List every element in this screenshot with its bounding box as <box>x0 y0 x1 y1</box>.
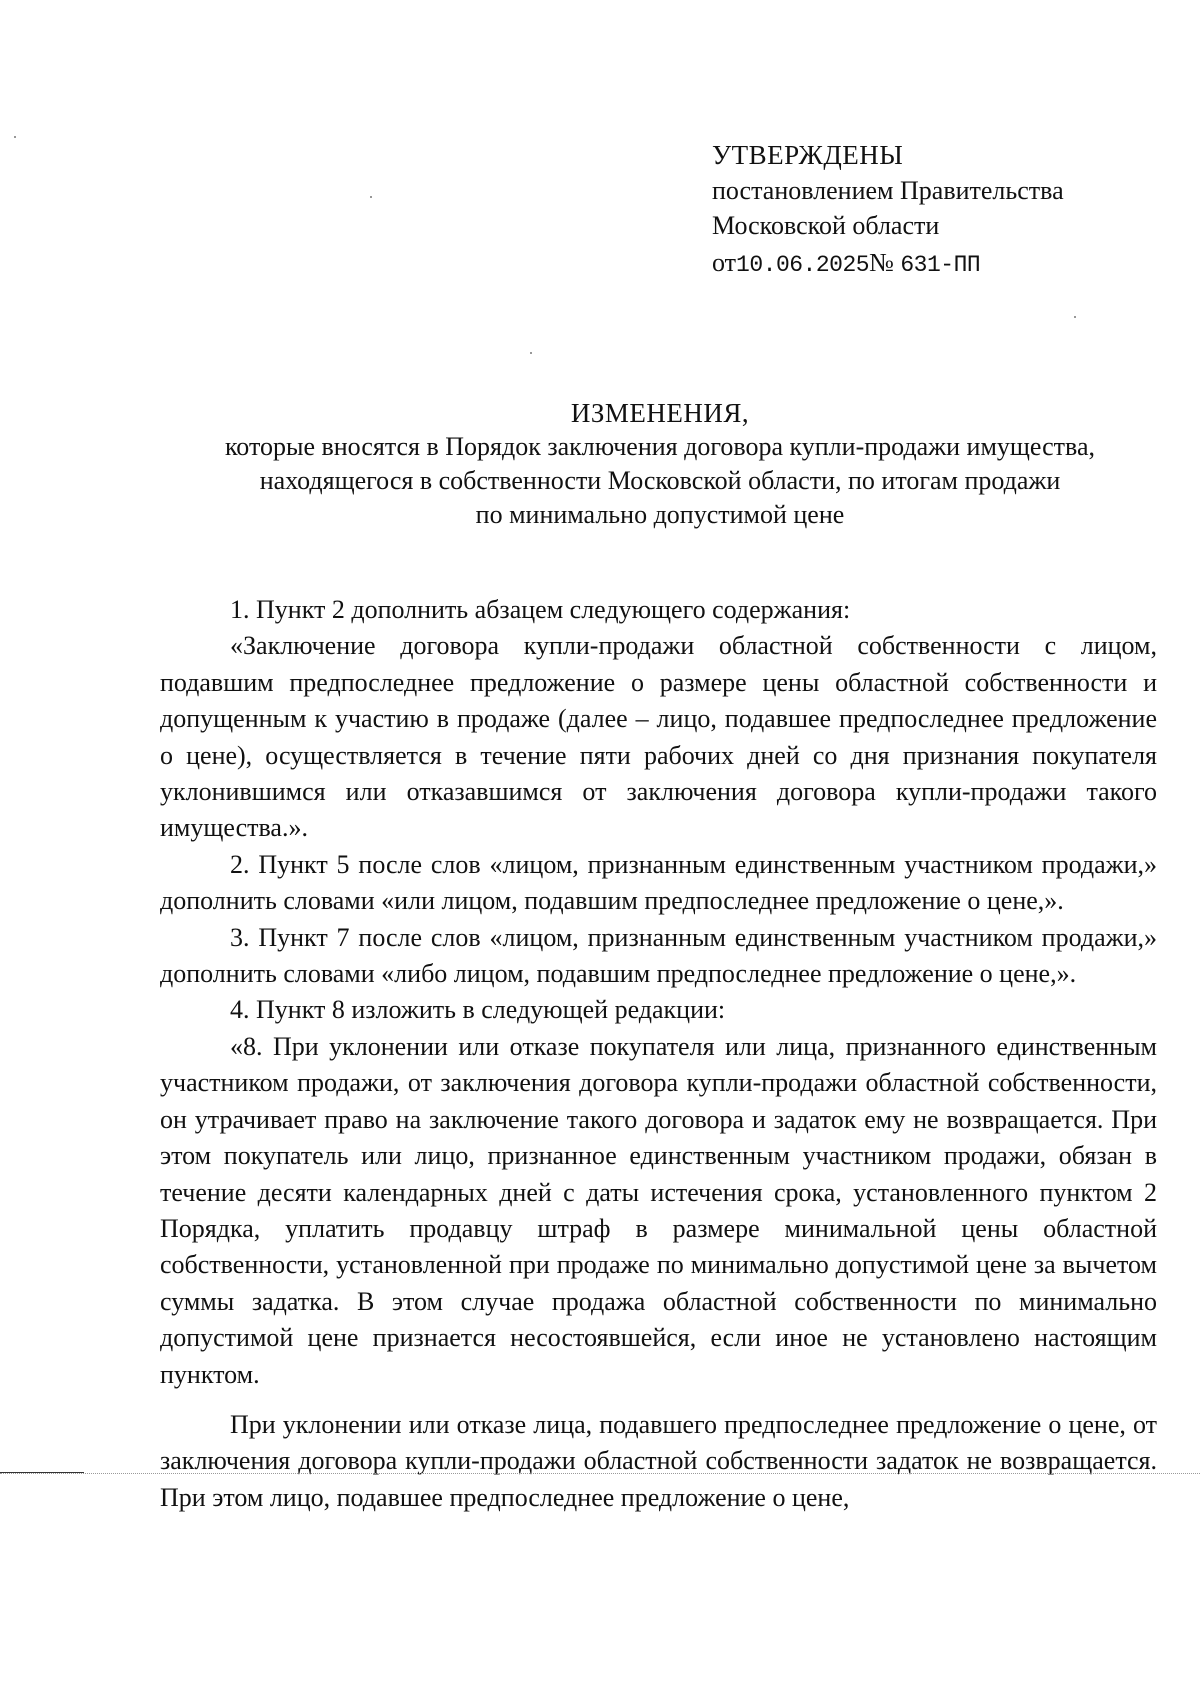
paragraph-continuation: При уклонении или отказе лица, подавшего предпоследнее предложение о цене, от заключения договора купли-продажи областной собственности задаток не возвращается. При этом лицо, подавшее предпоследнее предложение о цене, <box>160 1409 1157 1512</box>
heading-subtitle-line-1: которые вносятся в Порядок заключения договора купли-продажи имущества, <box>224 432 1095 461</box>
paragraph-item-3: 3. Пункт 7 после слов «лицом, признанным единственным участником продажи,» дополнить словами «либо лицом, подавшим предпоследнее предложение о цене,». <box>160 922 1157 989</box>
paragraph-item-1-quote: «Заключение договора купли-продажи областной собственности с лицом, подавшим предпоследнее предложение о размере цены областной собственности и допущенным к участию в продаже (далее – лицо, подавшее предпоследнее предложение о цене), осуществляется в течение пяти рабочих дней со дня признания покупателя уклонившимся или отказавшимся от заключения договора купли-продажи такого имущества.». <box>160 631 1157 843</box>
date-prefix: от <box>712 248 737 277</box>
approval-line-2: Московской области <box>712 211 940 240</box>
approval-stamp-block <box>712 138 1064 283</box>
document-heading <box>180 396 1140 532</box>
scan-speck <box>370 196 372 198</box>
heading-title: ИЗМЕНЕНИЯ, <box>570 398 750 428</box>
paragraph-item-4-quote: «8. При уклонении или отказе покупателя или лица, признанного единственным участником продажи, от заключения договора купли-продажи областной собственности, он утрачивает право на заключение такого договора и задаток ему не возвращается. При этом покупатель или лицо, признанное единственным участником продажи, обязан в течение десяти календарных дней с даты истечения срока, установленного пунктом 2 Порядка, уплатить продавцу штраф в размере минимальной цены областной собственности, установленной при продаже по минимально допустимой цене за вычетом суммы задатка. В этом случае продажа областной собственности по минимально допустимой цене признается несостоявшейся, если иное не установлено настоящим пунктом. <box>160 1031 1157 1389</box>
scan-speck <box>530 352 532 354</box>
document-body <box>160 592 1157 1516</box>
number-sign: № <box>869 248 894 277</box>
approval-title: УТВЕРЖДЕНЫ <box>712 140 904 170</box>
paragraph-item-4: 4. Пункт 8 изложить в следующей редакции: <box>230 995 726 1025</box>
heading-subtitle-line-3: по минимально допустимой цене <box>475 500 845 529</box>
scan-fold-line-mark <box>0 1472 84 1473</box>
scan-speck <box>14 136 16 138</box>
paragraph-item-2: 2. Пункт 5 после слов «лицом, признанным единственным участником продажи,» дополнить словами «или лицом, подавшим предпоследнее предложение о цене,». <box>160 849 1157 916</box>
paragraph-item-1: 1. Пункт 2 дополнить абзацем следующего содержания: <box>230 595 851 624</box>
scan-speck <box>1074 316 1076 318</box>
approval-date-line <box>712 245 1064 283</box>
document-number: 631-ПП <box>900 252 981 278</box>
approval-line-1: постановлением Правительства <box>712 176 1064 205</box>
date-value: 10.06.2025 <box>736 252 870 278</box>
heading-subtitle-line-2: находящегося в собственности Московской области, по итогам продажи <box>259 466 1061 495</box>
scan-fold-line <box>0 1473 1200 1474</box>
